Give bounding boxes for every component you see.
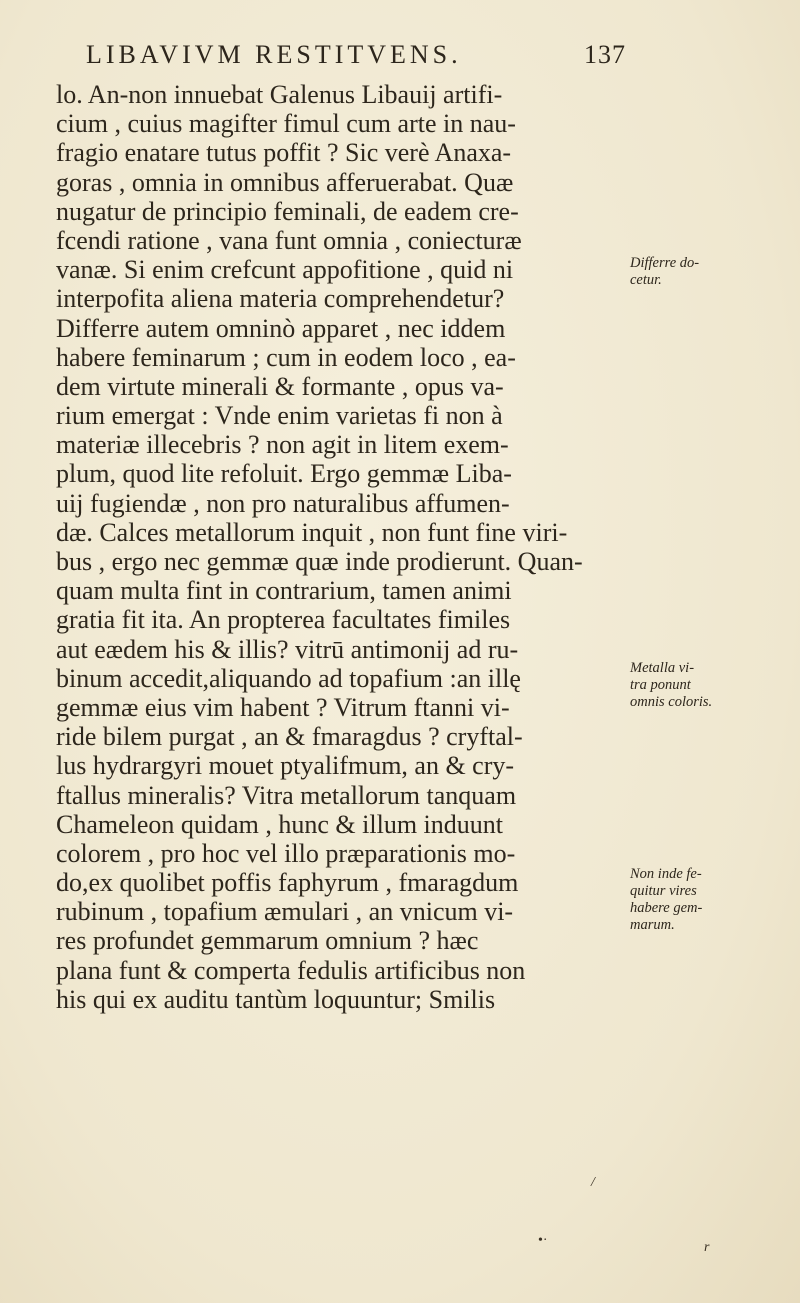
body-text [56,80,626,1014]
margin-note [630,255,699,289]
text-line: ftallus mineralis? Vitra metallorum tanquam [56,780,517,810]
text-line: rium emergat : Vnde enim varietas fi non à [56,401,503,431]
text-line: fragio enatare tutus poffit ? Sic verè Anaxa- [56,138,512,168]
margin-note-line: tra ponunt [630,677,691,693]
margin-note-line: cetur. [630,272,662,288]
margin-note-line: marum. [630,917,675,933]
text-line: bus , ergo nec gemmæ quæ inde prodierunt. Quan- [56,547,583,576]
text-line: materiæ illecebris ? non agit in litem exem- [56,430,509,460]
text-line: Chameleon quidam , hunc & illum induunt [56,809,504,839]
text-line: plum, quod lite refoluit. Ergo gemmæ Liba- [56,459,512,489]
text-line: do,ex quolibet poffis faphyrum , fmaragdum [56,868,519,898]
margin-note-line: Metalla vi- [630,660,695,676]
text-line: his qui ex auditu tantùm loquuntur; Smilis [56,984,496,1014]
text-line: dem virtute minerali & formante , opus va- [56,371,504,401]
text-line: res profundet gemmarum omnium ? hæc [56,926,479,956]
running-title: LIBAVIVM RESTITVENS. [86,40,462,69]
page-number: 137 [584,40,626,69]
text-line: lus hydrargyri mouet ptyalifmum, an & cry- [56,751,515,781]
text-line: vanæ. Si enim crefcunt appofitione , quid ni [56,255,514,285]
text-line: uij fugiendæ , non pro naturalibus affumen- [56,488,510,518]
text-line: rubinum , topafium æmulari , an vnicum vi- [56,897,514,927]
margin-note-line: quitur vires [630,883,697,899]
margin-note [630,866,702,934]
text-line: quam multa fint in contrarium, tamen animi [56,576,512,606]
margin-note-line: Non inde fe- [630,866,702,882]
text-line: gemmæ eius vim habent ? Vitrum ftanni vi- [56,692,510,722]
page-header [86,40,626,80]
text-line: ride bilem purgat , an & fmaragdus ? cryftal- [56,722,523,752]
margin-note-line: Differre do- [630,255,700,271]
margin-note [630,660,712,711]
stray-mark: r [704,1240,710,1255]
text-line: aut eædem his & illis? vitrū antimonij ad ru- [56,634,519,664]
text-line: cium , cuius magifter fimul cum arte in nau- [56,109,516,139]
text-line: binum accedit,aliquando ad topafium :an illę [56,663,521,693]
text-line: goras , omnia in omnibus afferuerabat. Quæ [56,167,514,197]
text-line: dæ. Calces metallorum inquit , non funt fine viri- [56,517,568,547]
margin-note-line: habere gem- [630,900,703,916]
text-line: interpofita aliena materia comprehendetur? [56,284,505,314]
text-line: plana funt & comperta fedulis artificibus non [56,955,526,985]
stray-mark: / [591,1175,595,1190]
text-line: nugatur de principio feminali, de eadem cre- [56,196,519,226]
text-line: Differre autem omninò apparet , nec iddem [56,313,506,343]
text-line: fcendi ratione , vana funt omnia , coniecturæ [56,225,522,255]
text-line: lo. An-non innuebat Galenus Libauij artifi- [56,80,503,109]
text-line: habere feminarum ; cum in eodem loco , ea- [56,342,516,372]
margin-note-line: omnis coloris. [630,694,713,710]
stray-mark: •· [538,1233,548,1248]
text-line: gratia fit ita. An propterea facultates fimiles [56,605,511,635]
text-line: colorem , pro hoc vel illo præparationis mo- [56,838,516,868]
